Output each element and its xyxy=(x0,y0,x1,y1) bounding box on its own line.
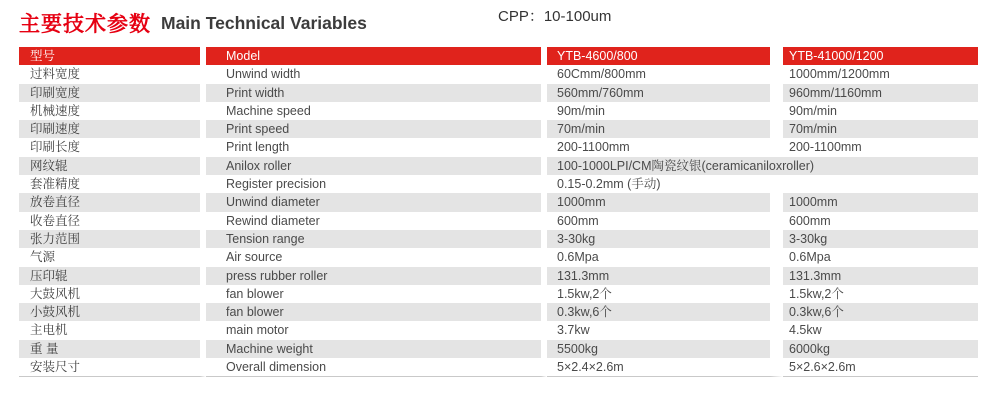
cell-label-zh: 主电机 xyxy=(19,321,206,339)
cell-label-zh: 气源 xyxy=(19,248,206,266)
cell-label-zh: 机械速度 xyxy=(19,102,206,120)
cell-label-zh: 安装尺寸 xyxy=(19,358,206,377)
table-row xyxy=(19,340,978,358)
cell-value-model-2: 90m/min xyxy=(783,102,978,120)
table-header-row xyxy=(19,47,978,65)
table-body xyxy=(19,65,978,377)
cell-value-model-2: 70m/min xyxy=(783,120,978,138)
table-row xyxy=(19,212,978,230)
cell-value-model-1: 5×2.4×2.6m xyxy=(547,358,783,377)
cell-value-spanning: 100-1000LPI/CM陶瓷纹银(ceramicaniloxroller) xyxy=(547,157,978,175)
cell-label-en: Register precision xyxy=(206,175,547,193)
cell-value-model-2: 0.3kw,6个 xyxy=(783,303,978,321)
table-row xyxy=(19,248,978,266)
cell-value-model-2: 3-30kg xyxy=(783,230,978,248)
cell-label-zh: 张力范围 xyxy=(19,230,206,248)
table-row xyxy=(19,175,978,193)
cell-label-zh: 收卷直径 xyxy=(19,212,206,230)
table-row xyxy=(19,193,978,211)
table-row xyxy=(19,321,978,339)
column-header-model-2: YTB-41000/1200 xyxy=(783,47,978,65)
cell-label-zh: 印刷宽度 xyxy=(19,84,206,102)
cell-value-model-1: 3-30kg xyxy=(547,230,783,248)
cell-label-en: Print speed xyxy=(206,120,547,138)
table-row xyxy=(19,358,978,377)
cell-value-model-1: 0.3kw,6个 xyxy=(547,303,783,321)
cell-label-zh: 印刷长度 xyxy=(19,138,206,156)
cell-value-model-1: 200-1100mm xyxy=(547,138,783,156)
cell-value-model-2: 960mm/1160mm xyxy=(783,84,978,102)
cell-value-model-1: 60Cmm/800mm xyxy=(547,65,783,83)
cell-label-en: Tension range xyxy=(206,230,547,248)
table-row xyxy=(19,120,978,138)
cell-label-en: Print width xyxy=(206,84,547,102)
cell-label-zh: 大鼓风机 xyxy=(19,285,206,303)
cell-label-zh: 小鼓风机 xyxy=(19,303,206,321)
cell-label-en: Unwind width xyxy=(206,65,547,83)
cell-value-model-1: 1.5kw,2个 xyxy=(547,285,783,303)
cell-label-en: fan blower xyxy=(206,285,547,303)
cell-value-model-1: 90m/min xyxy=(547,102,783,120)
table-row xyxy=(19,138,978,156)
cell-value-model-2: 131.3mm xyxy=(783,267,978,285)
cell-label-en: Air source xyxy=(206,248,547,266)
cell-value-model-2: 5×2.6×2.6m xyxy=(783,358,978,377)
cell-label-en: Print length xyxy=(206,138,547,156)
page-title-zh: 主要技术参数 xyxy=(19,13,151,36)
cell-label-en: fan blower xyxy=(206,303,547,321)
cell-value-model-2: 200-1100mm xyxy=(783,138,978,156)
cell-label-en: main motor xyxy=(206,321,547,339)
column-header-model-1: YTB-4600/800 xyxy=(547,47,783,65)
cell-label-zh: 放卷直径 xyxy=(19,193,206,211)
cell-label-zh: 重 量 xyxy=(19,340,206,358)
cell-value-model-1: 3.7kw xyxy=(547,321,783,339)
column-header-model-zh: 型号 xyxy=(19,47,206,65)
cell-value-model-1: 131.3mm xyxy=(547,267,783,285)
cell-value-model-2: 0.6Mpa xyxy=(783,248,978,266)
cell-value-model-1: 5500kg xyxy=(547,340,783,358)
cell-label-zh: 套准精度 xyxy=(19,175,206,193)
cell-label-en: press rubber roller xyxy=(206,267,547,285)
cell-value-model-1: 560mm/760mm xyxy=(547,84,783,102)
cell-label-en: Rewind diameter xyxy=(206,212,547,230)
column-header-model-en: Model xyxy=(206,47,547,65)
cell-value-model-1: 0.6Mpa xyxy=(547,248,783,266)
cell-value-model-1: 1000mm xyxy=(547,193,783,211)
technical-spec-table xyxy=(19,47,978,377)
page-title xyxy=(19,8,367,38)
cell-value-model-2: 1.5kw,2个 xyxy=(783,285,978,303)
cell-value-spanning: 0.15-0.2mm (手动) xyxy=(547,175,978,193)
cell-value-model-1: 600mm xyxy=(547,212,783,230)
cell-label-en: Overall dimension xyxy=(206,358,547,377)
cell-label-en: Unwind diameter xyxy=(206,193,547,211)
table-row xyxy=(19,102,978,120)
cell-label-zh: 过料宽度 xyxy=(19,65,206,83)
table-row xyxy=(19,230,978,248)
table-row xyxy=(19,303,978,321)
cell-value-model-2: 1000mm xyxy=(783,193,978,211)
table-row xyxy=(19,84,978,102)
cell-value-model-2: 6000kg xyxy=(783,340,978,358)
cell-label-zh: 网纹辊 xyxy=(19,157,206,175)
cell-label-en: Machine speed xyxy=(206,102,547,120)
table-row xyxy=(19,157,978,175)
table-row xyxy=(19,65,978,83)
cell-value-model-1: 70m/min xyxy=(547,120,783,138)
cell-value-model-2: 1000mm/1200mm xyxy=(783,65,978,83)
cell-label-zh: 压印辊 xyxy=(19,267,206,285)
cell-label-en: Anilox roller xyxy=(206,157,547,175)
table-row xyxy=(19,267,978,285)
table-row xyxy=(19,285,978,303)
cpp-spec-note: CPP：10-100um xyxy=(498,8,612,25)
cell-value-model-2: 4.5kw xyxy=(783,321,978,339)
cell-label-en: Machine weight xyxy=(206,340,547,358)
cell-label-zh: 印刷速度 xyxy=(19,120,206,138)
page-title-en: Main Technical Variables xyxy=(161,12,367,33)
cell-value-model-2: 600mm xyxy=(783,212,978,230)
